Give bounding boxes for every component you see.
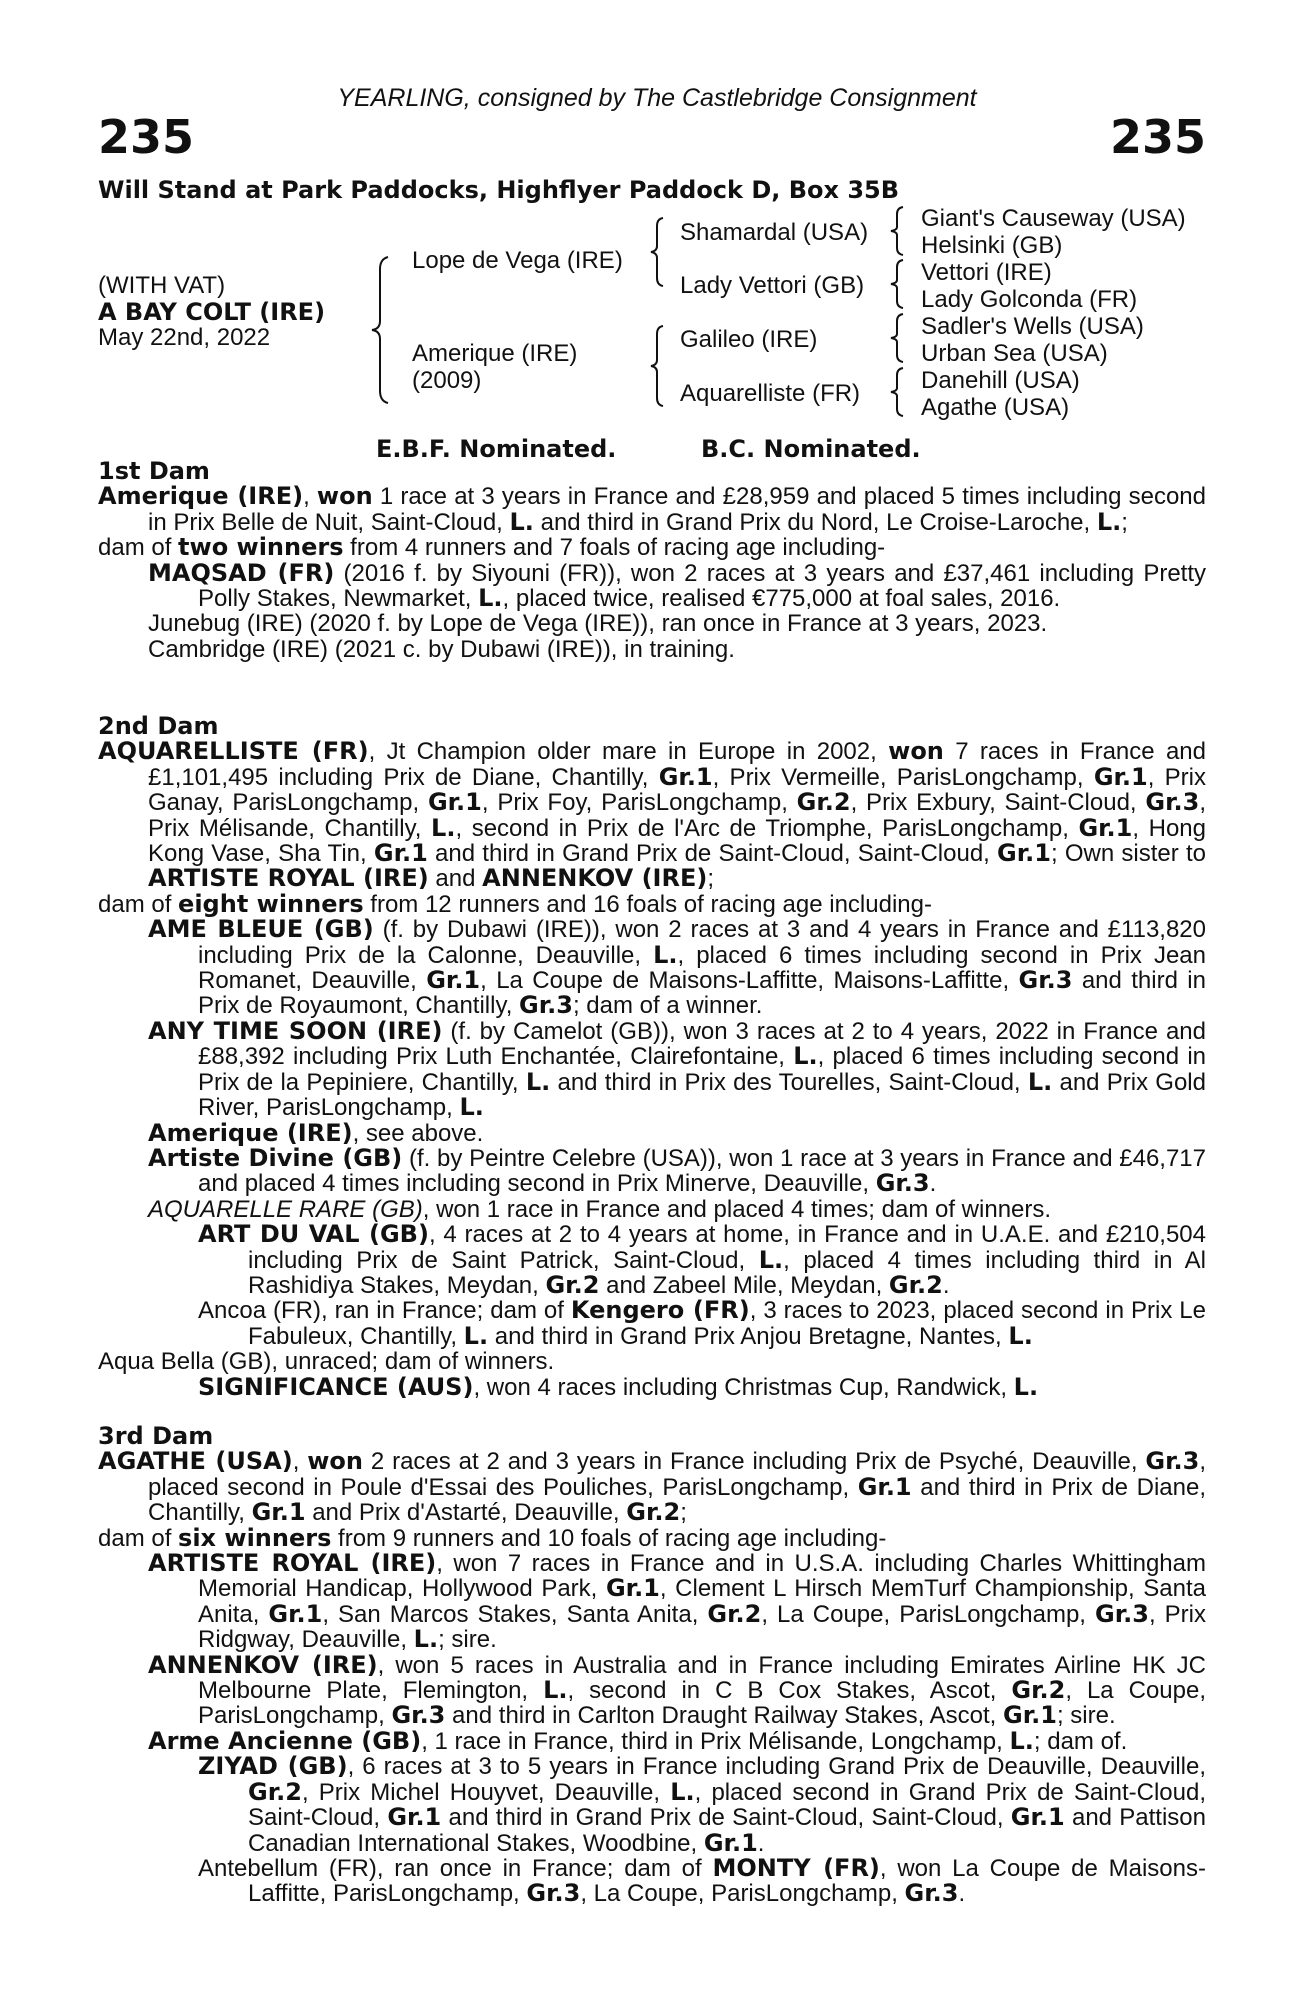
produce-cambridge: Cambridge (IRE) (2021 c. by Dubawi (IRE)), in training. (148, 635, 735, 663)
third-dam-record: AGATHE (USA), won 2 races at 2 and 3 years in France including Prix de Psyché, Deauville, Gr.3, placed second in Poule d'Essai des Pouliches, ParisLongchamp, Gr.1 and third in Prix de Diane, Chantilly, Gr.1 and Prix d'Astarté, Deauville, Gr.2; (98, 1447, 1207, 1527)
grandproduce-significance: SIGNIFICANCE (AUS), won 4 races including Christmas Cup, Randwick, L. (198, 1372, 1039, 1401)
pedigree-brace-main (370, 255, 392, 405)
lot-number-right: 235 (1109, 110, 1206, 164)
pedigree-sire: Lope de Vega (IRE) (412, 247, 623, 274)
first-dam-heading: 1st Dam (98, 457, 210, 485)
consignor-line: YEARLING, consigned by The Castlebridge Consignment (337, 84, 977, 112)
stand-location: Will Stand at Park Paddocks, Highflyer Paddock D, Box 35B (98, 176, 900, 204)
pedigree-dam-sire: Galileo (IRE) (680, 326, 818, 353)
pedigree-sire-sire: Shamardal (USA) (680, 219, 869, 246)
third-dam-section (98, 1424, 1206, 1907)
third-dam-produce-summary: dam of six winners from 9 runners and 10 foals of racing age including- (98, 1523, 887, 1552)
produce-maqsad: MAQSAD (FR) (2016 f. by Siyouni (FR)), won 2 races at 3 years and £37,461 including Pretty Polly Stakes, Newmarket, L., placed twice, realised €775,000 at foal sales, 2016. (148, 558, 1207, 613)
grandproduce-ziyad: ZIYAD (GB), 6 races at 3 to 5 years in France including Grand Prix de Deauville, Deauville, Gr.2, Prix Michel Houyvet, Deauville, L., placed second in Grand Prix de Saint-Cloud, Saint-Cloud, Gr.1 and third in Grand Prix de Saint-Cloud, Saint-Cloud, Gr.1 and Pattison Canadian International Stakes, Woodbine, Gr.1. (198, 1752, 1206, 1857)
produce-any-time-soon: ANY TIME SOON (IRE) (f. by Camelot (GB)), won 3 races at 2 to 4 years, 2022 in France and £88,392 including Prix Luth Enchantée, Clairefontaine, L., placed 6 times including second in Prix de la Pepiniere, Chantilly, L. and third in Prix des Tourelles, Saint-Cloud, L. and Prix Gold River, ParisLongchamp, L. (148, 1016, 1206, 1122)
second-dam-record: AQUARELLISTE (FR), Jt Champion older mare in Europe in 2002, won 7 races in France and £1,101,495 including Prix de Diane, Chantilly, Gr.1, Prix Vermeille, ParisLongchamp, Gr.1, Prix Ganay, ParisLongchamp, Gr.1, Prix Foy, ParisLongchamp, Gr.2, Prix Exbury, Saint-Cloud, Gr.3, Prix Mélisande, Chantilly, L., second in Prix de l'Arc de Triomphe, ParisLongchamp, Gr.1, Hong Kong Vase, Sha Tin, Gr.1 and third in Grand Prix de Saint-Cloud, Saint-Cloud, Gr.1; Own sister to ARTISTE ROYAL (IRE) and ANNENKOV (IRE); (98, 737, 1207, 893)
brace-sd (888, 258, 906, 310)
second-dam-produce-summary: dam of eight winners from 12 runners and 16 foals of racing age including- (98, 889, 932, 918)
pedigree-dds: Danehill (USA) (921, 367, 1080, 394)
produce-amerique: Amerique (IRE), see above. (148, 1118, 484, 1147)
pedigree-brace-dam (648, 324, 666, 408)
pedigree-sss: Giant's Causeway (USA) (921, 205, 1186, 232)
pedigree-ssd: Helsinki (GB) (921, 232, 1063, 259)
pedigree-sdd: Lady Golconda (FR) (921, 286, 1138, 313)
pedigree-dam: Amerique (IRE) (412, 340, 578, 367)
first-dam-produce-summary: dam of two winners from 4 runners and 7 foals of racing age including- (98, 533, 886, 562)
subject-name: A BAY COLT (IRE) (98, 298, 326, 326)
vat-note: (WITH VAT) (98, 272, 226, 299)
brace-dd (888, 366, 906, 418)
lot-number-left: 235 (98, 110, 195, 164)
second-dam-heading: 2nd Dam (98, 712, 219, 740)
produce-annenkov: ANNENKOV (IRE), won 5 races in Australia and in France including Emirates Airline HK JC Melbourne Plate, Flemington, L., second in C B Cox Stakes, Ascot, Gr.2, La Coupe, ParisLongchamp, Gr.3 and third in Carlton Draught Railway Stakes, Ascot, Gr.1; sire. (148, 1650, 1206, 1730)
third-dam-heading: 3rd Dam (98, 1422, 214, 1450)
grandproduce-ancoa: Ancoa (FR), ran in France; dam of Kengero (FR), 3 races to 2023, placed second in Prix Le Fabuleux, Chantilly, L. and third in Grand Prix Anjou Bretagne, Nantes, L. (198, 1296, 1207, 1350)
produce-artiste-royal: ARTISTE ROYAL (IRE), won 7 races in France and in U.S.A. including Charles Whittingham Memorial Handicap, Hollywood Park, Gr.1, Clement L Hirsch MemTurf Championship, Santa Anita, Gr.1, San Marcos Stakes, Santa Anita, Gr.2, La Coupe, ParisLongchamp, Gr.3, Prix Ridgway, Deauville, L.; sire. (148, 1549, 1206, 1654)
subject-dob: May 22nd, 2022 (98, 324, 271, 351)
produce-aquarelle-rare: AQUARELLE RARE (GB), won 1 race in France and placed 4 times; dam of winners. (148, 1195, 1052, 1223)
first-dam-record: Amerique (IRE), won 1 race at 3 years in France and £28,959 and placed 5 times including second in Prix Belle de Nuit, Saint-Cloud, L. and third in Grand Prix du Nord, Le Croise-Laroche, L.; (98, 482, 1206, 536)
produce-ame-bleue: AME BLEUE (GB) (f. by Dubawi (IRE)), won 2 races at 3 and 4 years in France and £113,820 including Prix de la Calonne, Deauville, L., placed 6 times including second in Prix Jean Romanet, Deauville, Gr.1, La Coupe de Maisons-Laffitte, Maisons-Laffitte, Gr.3 and third in Prix de Royaumont, Chantilly, Gr.3; dam of a winner. (148, 915, 1207, 1020)
pedigree-dam-dam: Aquarelliste (FR) (680, 380, 861, 407)
second-dam-section (98, 714, 1206, 1400)
produce-artiste-divine: Artiste Divine (GB) (f. by Peintre Celebre (USA)), won 1 race at 3 years in France and £46,717 and placed 4 times including second in Prix Minerve, Deauville, Gr.3. (148, 1143, 1207, 1198)
pedigree-sire-dam: Lady Vettori (GB) (680, 272, 865, 299)
brace-ds (888, 312, 906, 364)
produce-junebug: Junebug (IRE) (2020 f. by Lope de Vega (IRE)), ran once in France at 3 years, 2023. (148, 610, 1048, 638)
pedigree-sds: Vettori (IRE) (921, 259, 1052, 286)
first-dam-section (98, 459, 1206, 662)
produce-aqua-bella: Aqua Bella (GB), unraced; dam of winners. (98, 1348, 555, 1376)
ebf-nomination: E.B.F. Nominated. (376, 435, 617, 463)
brace-ss (888, 205, 906, 257)
pedigree-dsd: Urban Sea (USA) (921, 340, 1108, 367)
grandproduce-art-du-val: ART DU VAL (GB), 4 races at 2 to 4 years at home, in France and in U.A.E. and £210,504 including Prix de Saint Patrick, Saint-Cloud, L., placed 4 times including third in Al Rashidiya Stakes, Meydan, Gr.2 and Zabeel Mile, Meydan, Gr.2. (198, 1220, 1206, 1299)
produce-arme-ancienne: Arme Ancienne (GB), 1 race in France, third in Prix Mélisande, Longchamp, L.; dam of. (148, 1726, 1128, 1755)
pedigree-brace-sire (648, 216, 666, 288)
pedigree-ddd: Agathe (USA) (921, 394, 1070, 421)
bc-nomination: B.C. Nominated. (701, 435, 921, 463)
pedigree-dss: Sadler's Wells (USA) (921, 313, 1144, 340)
pedigree-dam-year: (2009) (412, 367, 482, 394)
grandproduce-antebellum: Antebellum (FR), ran once in France; dam of MONTY (FR), won La Coupe de Maisons-Laffitte, ParisLongchamp, Gr.3, La Coupe, ParisLongchamp, Gr.3. (198, 1853, 1206, 1908)
